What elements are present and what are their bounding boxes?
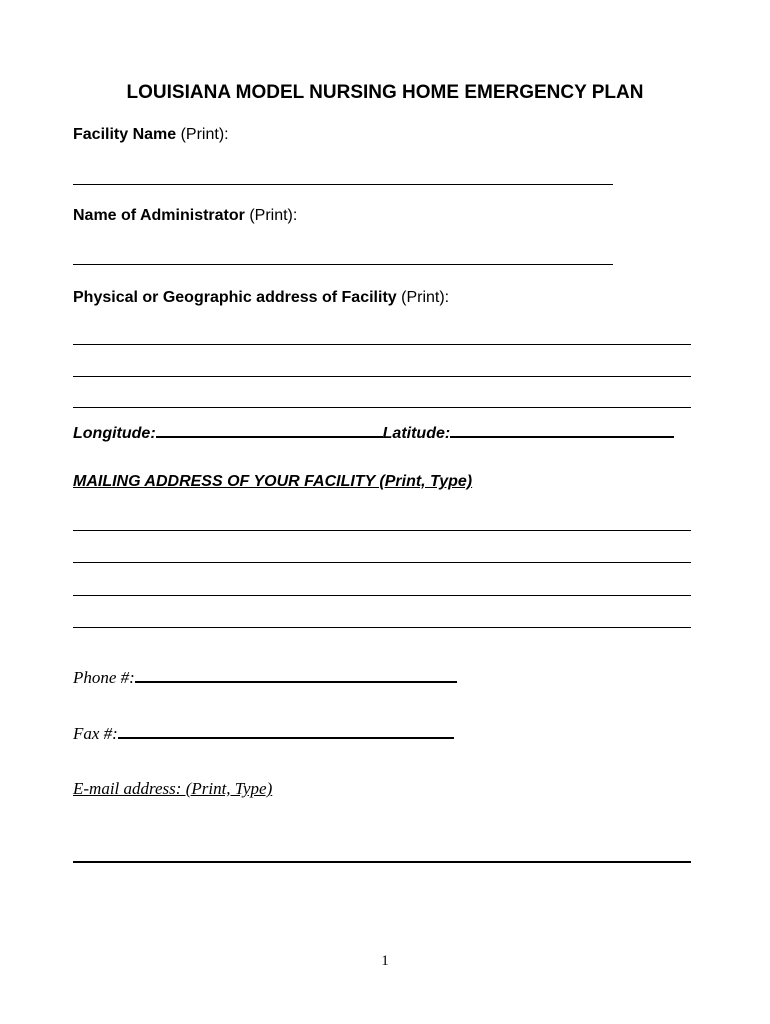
latitude-label: Latitude: <box>382 425 451 442</box>
mailing-field-line-1[interactable] <box>73 530 691 531</box>
latitude-field[interactable] <box>450 422 674 438</box>
address-field-line-2[interactable] <box>73 376 691 377</box>
email-field[interactable] <box>73 861 691 863</box>
address-field-line-3[interactable] <box>73 407 691 408</box>
administrator-label-bold: Name of Administrator <box>73 207 245 224</box>
facility-name-label <box>73 126 229 144</box>
facility-name-label-suffix: (Print): <box>176 126 229 143</box>
mailing-address-heading: MAILING ADDRESS OF YOUR FACILITY (Print, Type) <box>73 473 473 490</box>
mailing-field-line-2[interactable] <box>73 562 691 563</box>
page-number: 1 <box>381 953 389 969</box>
longitude-field[interactable] <box>156 422 383 438</box>
phone-row <box>73 667 457 688</box>
facility-name-field[interactable] <box>73 184 613 185</box>
administrator-label-suffix: (Print): <box>244 207 298 224</box>
administrator-label <box>73 207 297 225</box>
phone-field[interactable] <box>135 667 457 683</box>
fax-field[interactable] <box>118 723 454 739</box>
longitude-label: Longitude: <box>73 425 156 442</box>
address-label-bold: Physical or Geographic address of Facility <box>73 289 397 306</box>
administrator-field[interactable] <box>73 264 613 265</box>
facility-name-label-bold: Facility Name <box>73 126 177 143</box>
coordinates-row <box>73 422 674 443</box>
address-field-line-1[interactable] <box>73 344 691 345</box>
mailing-field-line-3[interactable] <box>73 595 691 596</box>
document-title: LOUISIANA MODEL NURSING HOME EMERGENCY PLAN <box>126 82 644 103</box>
fax-row <box>73 723 454 744</box>
fax-label: Fax #: <box>73 724 118 743</box>
mailing-field-line-4[interactable] <box>73 627 691 628</box>
phone-label: Phone #: <box>73 668 135 687</box>
address-label <box>73 289 449 307</box>
email-label: E-mail address: (Print, Type) <box>73 779 273 798</box>
address-label-suffix: (Print): <box>396 289 450 306</box>
